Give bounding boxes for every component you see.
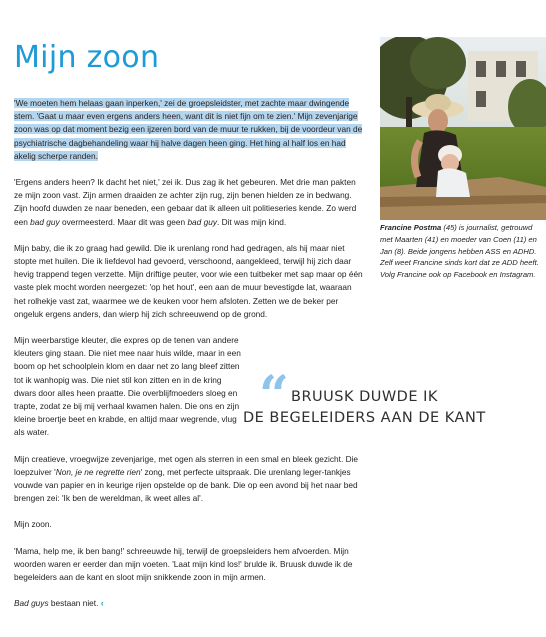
author-photo-image <box>380 37 546 220</box>
author-bio: (45) is journalist, getrouwd met Maarten (41) en moeder van Coen (11) en Jan (8). Beide jongens hebben ASS en ADHD. Zelf weet Francine sinds kort dat ze ADD heeft. Volg Francine ook op Facebook en Instagram. <box>380 223 539 280</box>
paragraph-7: 'Mama, help me, ik ben bang!' schreeuwde hij, terwijl de groepsleiders hem afvoerden. Mijn woorden waren er eerder dan mijn voeten. 'Laat mijn kind los!' brulde ik. Bruusk duwde ik de begeleiders aan de kant en sloot mijn snikkende zoon in mijn armen. <box>14 545 353 583</box>
paragraph-8-italic: Bad guys <box>14 598 49 609</box>
paragraph-5-italic: Non, je ne regrette rien <box>55 466 141 477</box>
paragraph-6: Mijn zoon. <box>14 519 52 530</box>
quote-mark-icon: “ <box>259 365 289 426</box>
end-mark-icon: ‹ <box>100 598 104 609</box>
paragraph-3: Mijn baby, die ik zo graag had gewild. Die ik urenlang rond had gedragen, als hij maar niet stopte met huilen. Die ik liefdevol had gevoerd, verschoond, aangekleed, terwijl hij zich daar hevig trappend tegen verzette. Mijn driftige peuter, voor wie een tuitbeker met sap maar op één vaste plek mocht worden neergezet: 'op het hout', een aan de muur bevestigde lat, waaraan het rolhekje vast zat, waarmee we de keuken voor hem afsloten. Zetten we de beker per ongeluk ergens anders, dan wierp hij zich schreeuwend op de grond. <box>14 242 363 319</box>
paragraph-2-text-c: . Dit was mijn kind. <box>216 216 287 227</box>
paragraph-2-italic-b: bad guy <box>187 216 217 227</box>
article-title: Mijn zoon <box>14 40 160 75</box>
author-name: Francine Postma <box>380 223 442 232</box>
paragraph-2 <box>14 176 365 229</box>
paragraph-4: Mijn weerbarstige kleuter, die expres op de tenen van andere kleuters ging staan. Die niet mee naar huis wilde, maar in een boom op het schoolplein klom en daar net zo lang bleef zitten tot ik wanhopig was. Die niet stil kon zitten en in de kring dwars door alles heen praatte. Die overblijfmoeders sloeg en trapte, zodat ze bij mij verhaal kwamen halen. Die ons en zijn kleine broertje beet en krabde, en altijd maar wegrende, vlug als water. <box>14 335 241 438</box>
author-caption <box>380 222 546 281</box>
paragraph-2-text-b: overmeesterd. Maar dit was geen <box>59 216 188 227</box>
paragraph-5-text-b: ' zong, met perfecte uitspraak. Die urenlang leger-tankjes vouwde van papier en in keurige rijen opstelde op de bank. Die op een avond bij het naar bed brengen zei: 'Ik ben de wereldman, ik weet alles al'. <box>14 466 358 504</box>
paragraph-5 <box>14 453 365 506</box>
paragraph-2-text-a: 'Ergens anders heen? Ik dacht het niet,' zei ik. Dus zag ik het gebeuren. Met drie man pakten ze mijn zoon vast. Zijn armen draaiden ze achter zijn rug, zijn benen hielden ze in bedwang. Zijn hoofd duwden ze naar beneden, een gebaar dat ik alleen uit politieseries kende. Zo werd een <box>14 177 357 227</box>
pull-quote-line-1: BRUUSK DUWDE IK <box>291 389 438 405</box>
highlighted-text: 'We moeten hem helaas gaan inperken,' zei de groepsleidster, met zachte maar dwingende stem. 'Gaat u maar even ergens anders heen, want dit is niet fijn om te zien.' Mijn zevenjarige zoon was op dat moment bezig een ijzeren bord van de muur te rukken, bij de voordeur van de psychiatrische dagbehandeling waar hij halve dagen heen ging. Het hing al half los en had akelig scherpe randen. <box>14 98 363 161</box>
paragraph-8 <box>14 597 365 610</box>
paragraph-5-text-a: Mijn creatieve, vroegwijze zevenjarige, met ogen als sterren in een smal en bleek gezicht. Die loepzuiver ' <box>14 453 359 477</box>
author-photo <box>380 37 546 220</box>
paragraph-2-italic-a: bad guy <box>30 216 60 227</box>
paragraph-1 <box>14 97 365 163</box>
article-body <box>14 97 365 624</box>
paragraph-8-text: bestaan niet. <box>48 598 99 609</box>
pull-quote-line-2: DE BEGELEIDERS AAN DE KANT <box>243 410 486 426</box>
